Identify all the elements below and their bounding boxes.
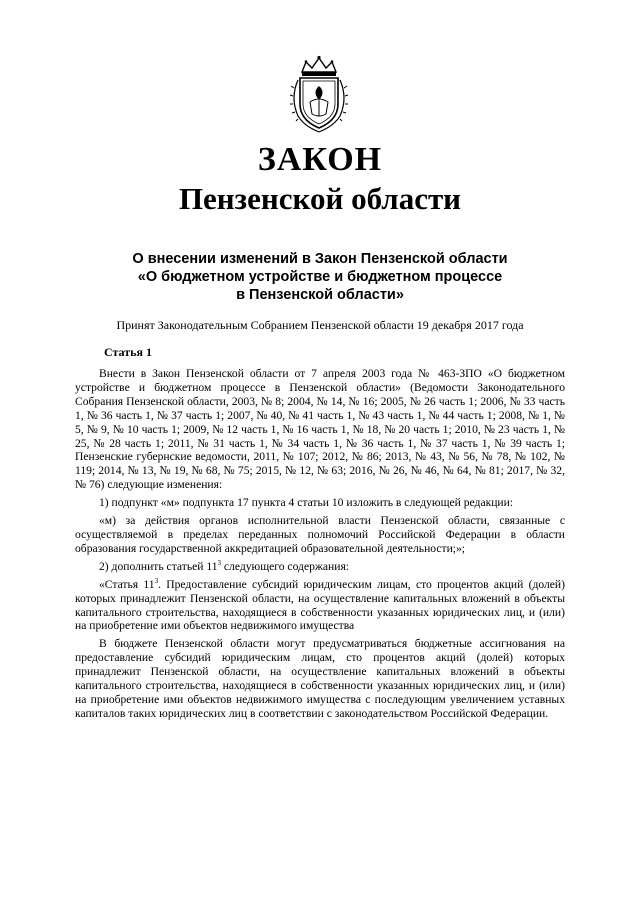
document-subtitle: Пензенской области [178, 181, 462, 216]
adoption-note: Принят Законодательным Собранием Пензенской области 19 декабря 2017 года [116, 318, 524, 332]
new-article-body-paragraph: В бюджете Пензенской области могут предусматриваться бюджетные ассигнования на предоставление субсидий юридическим лицам, сто процентов акций (долей) которых принадлежит Пензенской области, на осуществление капитальных вложений в объекты капитального строительства, находящиеся в собственности указанных юридических лиц, и (или) на приобретение ими объектов недвижимого имущества с последующим увеличением уставных капиталов таких юридических лиц в соответствии с законодательством Российской Федерации. [75, 637, 565, 720]
article-intro-paragraph: Внести в Закон Пензенской области от 7 апреля 2003 года № 463-ЗПО «О бюджетном устройстве и бюджетном процессе в Пензенской области» (Ведомости Законодательного Собрания Пензенской области, 2003, № 8; 2004, № 14, № 16; 2005, № 26 часть 1; 2006, № 33 часть 1, № 36 часть 1, № 37 часть 1; 2007, № 40, № 41 часть 1, № 43 часть 1, № 44 часть 1; 2008, № 1, № 5, № 9, № 10 часть 1; 2009, № 12 часть 1, № 16 часть 1, № 18, № 20 часть 1; 2010, № 23 часть 1, № 25, № 28 часть 1; 2011, № 31 часть 1, № 34 часть 1, № 36 часть 1, № 37 часть 1, № 39 часть 1; Пензенские губернские ведомости, 2011, № 107; 2012, № 86; 2013, № 43, № 56, № 78, № 102, № 119; 2014, № 13, № 19, № 68, № 75; 2015, № 12, № 63; 2016, № 26, № 46, № 64, № 81; 2017, № 32, № 76) следующие изменения: [75, 367, 565, 492]
item-2-text-end: следующего содержания: [221, 559, 349, 573]
subject-line-3: в Пензенской области» [236, 287, 404, 303]
item-2-text-start: 2) дополнить статьей 11 [99, 559, 218, 573]
subject-line-2: «О бюджетном устройстве и бюджетном процессе [137, 269, 503, 285]
new-article-text-start: «Статья 11 [99, 577, 155, 591]
coat-of-arms-emblem [286, 54, 352, 134]
amendment-item-1-text: «м) за действия органов исполнительной власти Пензенской области, связанные с осуществляемой в пределах переданных полномочий Российской Федерации в области образования государственной аккредитацией образовательной деятельности;»; [75, 514, 565, 555]
new-article-heading [75, 578, 565, 634]
subject-line-1: О внесении изменений в Закон Пензенской области [132, 251, 508, 267]
document-title: ЗАКОН [257, 141, 383, 178]
article-heading: Статья 1 [104, 345, 152, 359]
amendment-item-2 [75, 560, 565, 574]
amendment-item-1: 1) подпункт «м» подпункта 17 пункта 4 статьи 10 изложить в следующей редакции: [99, 496, 514, 510]
item-2-superscript: 3 [217, 558, 222, 567]
article-body [75, 367, 565, 721]
new-article-superscript: 3 [154, 576, 159, 585]
law-subject-heading [90, 250, 550, 304]
new-article-text-end: . Предоставление субсидий юридическим лицам, сто процентов акций (долей) которых принадлежит Пензенской области, на осуществление капитальных вложений в объекты капитального строительства, находящиеся в собственности указанных юридических лиц, и (или) на приобретение ими объектов недвижимого имущества [75, 577, 565, 633]
